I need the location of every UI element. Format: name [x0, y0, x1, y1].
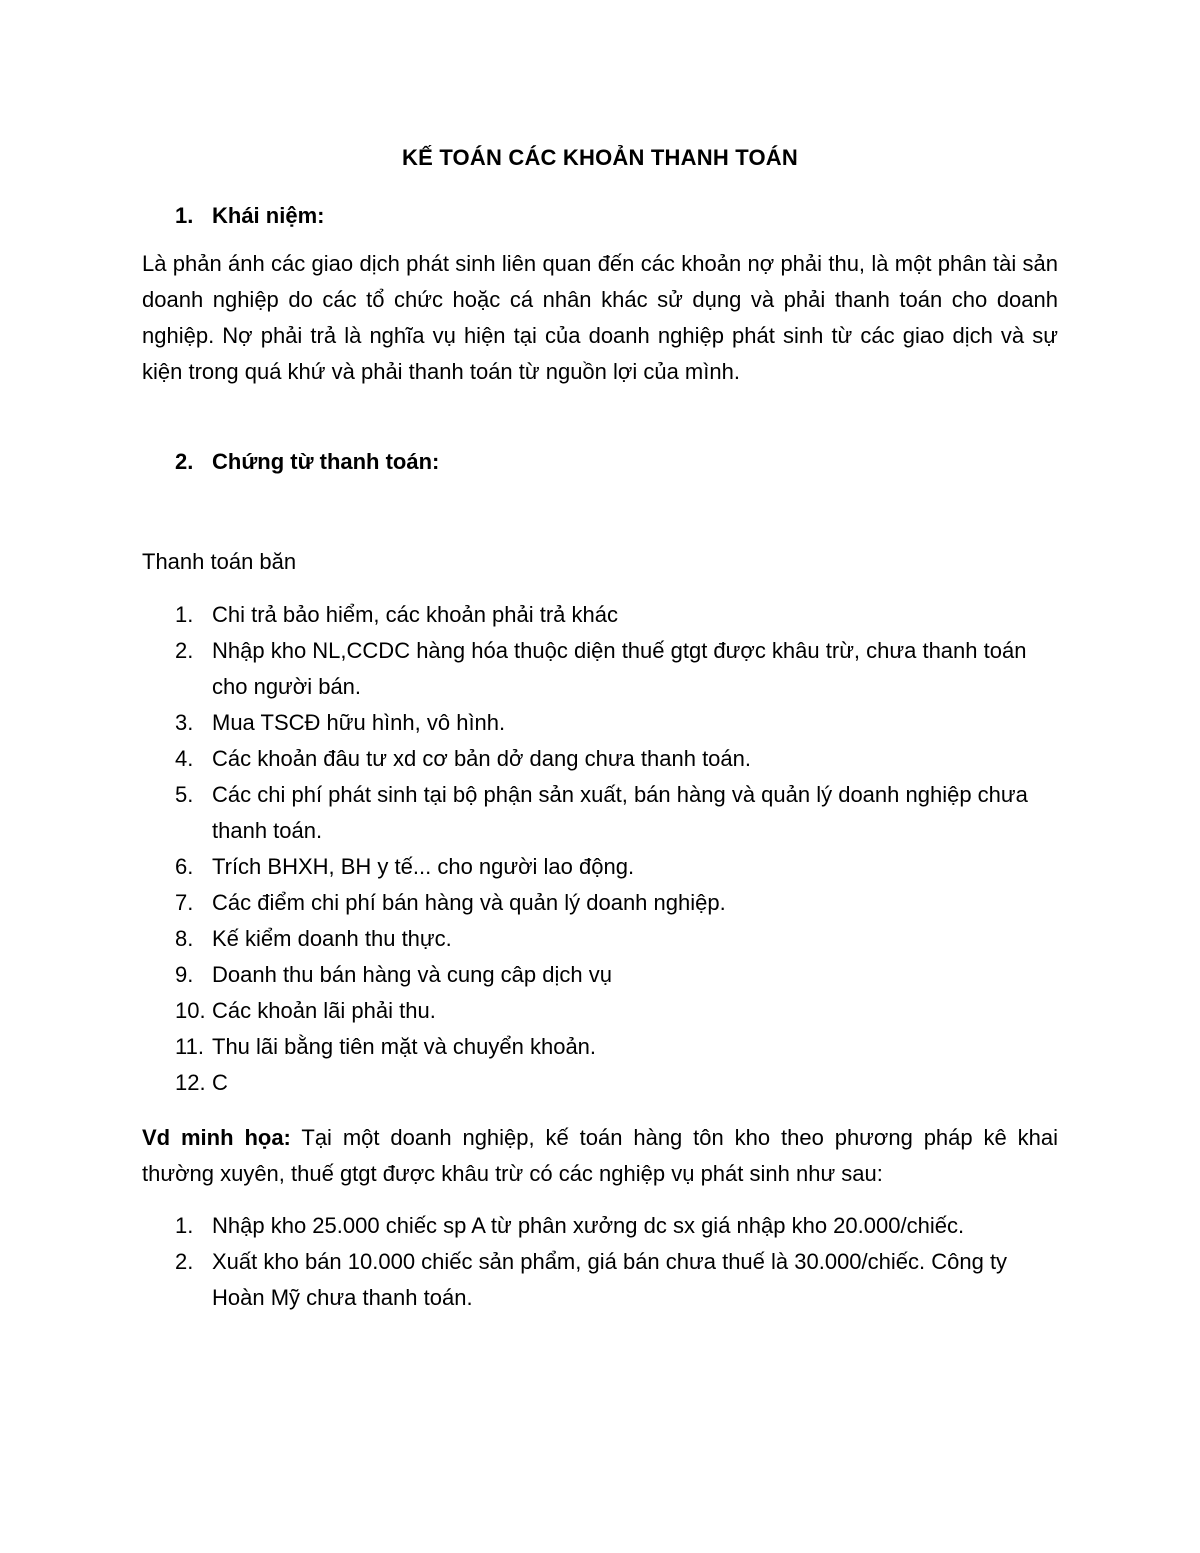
list-item — [175, 1065, 1055, 1101]
list-marker: 11. — [175, 1034, 204, 1059]
section-2-number: 2. — [175, 449, 194, 474]
list-item-text: Mua TSCĐ hữu hình, vô hình. — [212, 710, 506, 735]
list-item-text: Các chi phí phát sinh tại bộ phận sản xuất, bán hàng và quản lý doanh nghiệp chưa thanh toán. — [212, 782, 1028, 843]
section-1-body: Là phản ánh các giao dịch phát sinh liên quan đến các khoản nợ phải thu, là một phân tài sản doanh nghiệp do các tổ chức hoặc cá nhân khác sử dụng và phải thanh toán cho doanh nghiệp. Nợ phải trả là nghĩa vụ hiện tại của doanh nghiệp phát sinh từ các giao dịch và sự kiện trong quá khứ và phải thanh toán từ nguồn lợi của mình. — [142, 251, 1058, 384]
document-title: KẾ TOÁN CÁC KHOẢN THANH TOÁN — [402, 145, 798, 170]
list-marker: 4. — [175, 746, 194, 771]
list-marker: 5. — [175, 782, 194, 807]
list-item — [175, 633, 1055, 705]
list-item — [175, 957, 1055, 993]
list-item-text: Nhập kho 25.000 chiếc sp A từ phân xưởng dc sx giá nhập kho 20.000/chiếc. — [212, 1213, 965, 1238]
list-marker: 6. — [175, 854, 194, 879]
payment-list — [175, 597, 1055, 1101]
list-marker: 9. — [175, 962, 194, 987]
example-list — [175, 1208, 1055, 1316]
section-1-heading — [175, 203, 324, 229]
list-item-text: Các khoản đâu tư xd cơ bản dở dang chưa thanh toán. — [212, 746, 751, 771]
list-marker: 1. — [175, 1213, 194, 1238]
list-item — [175, 993, 1055, 1029]
list-item-text: Kế kiểm doanh thu thực. — [212, 926, 452, 951]
list-marker: 3. — [175, 710, 194, 735]
list-item — [175, 1029, 1055, 1065]
list-marker: 7. — [175, 890, 194, 915]
list-item-text: Các điểm chi phí bán hàng và quản lý doanh nghiệp. — [212, 890, 726, 915]
list-item-text: Nhập kho NL,CCDC hàng hóa thuộc diện thuế gtgt được khâu trừ, chưa thanh toán cho người bán. — [212, 638, 1027, 699]
list-item — [175, 885, 1055, 921]
list-marker: 10. — [175, 998, 206, 1023]
list-item — [175, 741, 1055, 777]
list-item-text: Xuất kho bán 10.000 chiếc sản phẩm, giá bán chưa thuế là 30.000/chiếc. Công ty Hoàn Mỹ chưa thanh toán. — [212, 1249, 1008, 1310]
example-body: Tại một doanh nghiệp, kế toán hàng tôn kho theo phương pháp kê khai thường xuyên, thuế gtgt được khâu trừ có các nghiệp vụ phát sinh như sau: — [142, 1125, 1059, 1186]
list-marker: 12. — [175, 1070, 206, 1095]
list-item-text: Doanh thu bán hàng và cung câp dịch vụ — [212, 962, 612, 987]
payment-label: Thanh toán băn — [142, 549, 297, 574]
list-marker: 2. — [175, 1249, 194, 1274]
list-item — [175, 597, 1055, 633]
list-item-text: C — [212, 1070, 228, 1095]
list-item — [175, 1208, 1055, 1244]
list-marker: 1. — [175, 602, 194, 627]
list-item — [175, 705, 1055, 741]
section-2-heading-text: Chứng từ thanh toán: — [212, 449, 440, 474]
example-lead: Vd minh họa: — [142, 1125, 291, 1150]
section-1-heading-text: Khái niệm: — [212, 203, 325, 228]
list-item-text: Thu lãi bằng tiên mặt và chuyển khoản. — [212, 1034, 597, 1059]
list-item-text: Trích BHXH, BH y tế... cho người lao động. — [212, 854, 635, 879]
example-paragraph — [142, 1120, 1058, 1192]
list-item — [175, 777, 1055, 849]
list-item — [175, 1244, 1055, 1316]
list-item — [175, 849, 1055, 885]
list-item-text: Các khoản lãi phải thu. — [212, 998, 436, 1023]
list-item-text: Chi trả bảo hiểm, các khoản phải trả khác — [212, 602, 619, 627]
list-marker: 8. — [175, 926, 194, 951]
section-1-number: 1. — [175, 203, 194, 228]
list-marker: 2. — [175, 638, 194, 663]
section-2-heading — [175, 449, 439, 475]
list-item — [175, 921, 1055, 957]
